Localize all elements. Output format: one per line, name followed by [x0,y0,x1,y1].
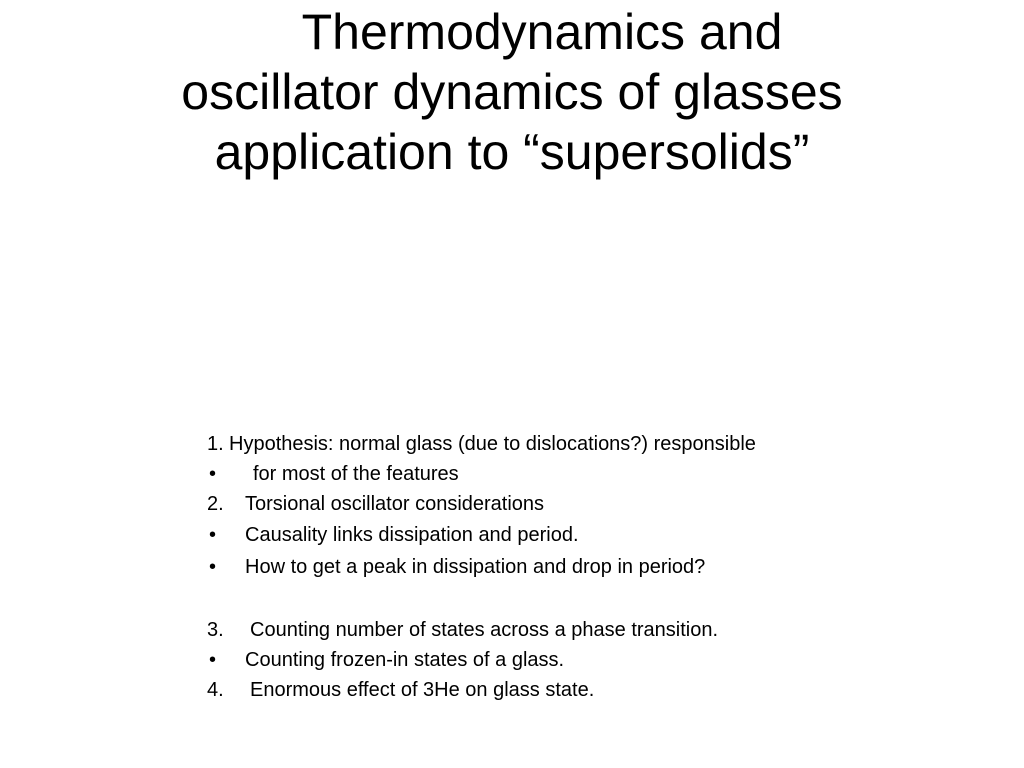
item-text: Counting number of states across a phase transition. [250,619,719,641]
item-number: 3. [207,619,224,641]
slide-title [60,2,964,182]
item-text: Torsional oscillator considerations [245,493,545,515]
item-number: 2. [207,493,224,515]
item-number: 1. [207,433,224,455]
item-text: Causality links dissipation and period. [245,524,579,546]
item-text: Counting frozen-in states of a glass. [245,649,565,671]
item-text: Hypothesis: normal glass (due to dislocations?) responsible [229,433,756,455]
title-line-3: application to “supersolids” [214,124,810,180]
title-line-2: oscillator dynamics of glasses [181,64,843,120]
item-number: 4. [207,679,224,701]
bullet-icon: • [209,649,217,671]
item-text: for most of the features [253,463,459,485]
item-text: Enormous effect of 3He on glass state. [250,679,595,701]
bullet-icon: • [209,524,217,546]
bullet-icon: • [209,556,217,578]
bullet-icon: • [209,463,217,485]
title-line-1: Thermodynamics and [301,4,783,60]
item-text: How to get a peak in dissipation and drop in period? [245,556,706,578]
